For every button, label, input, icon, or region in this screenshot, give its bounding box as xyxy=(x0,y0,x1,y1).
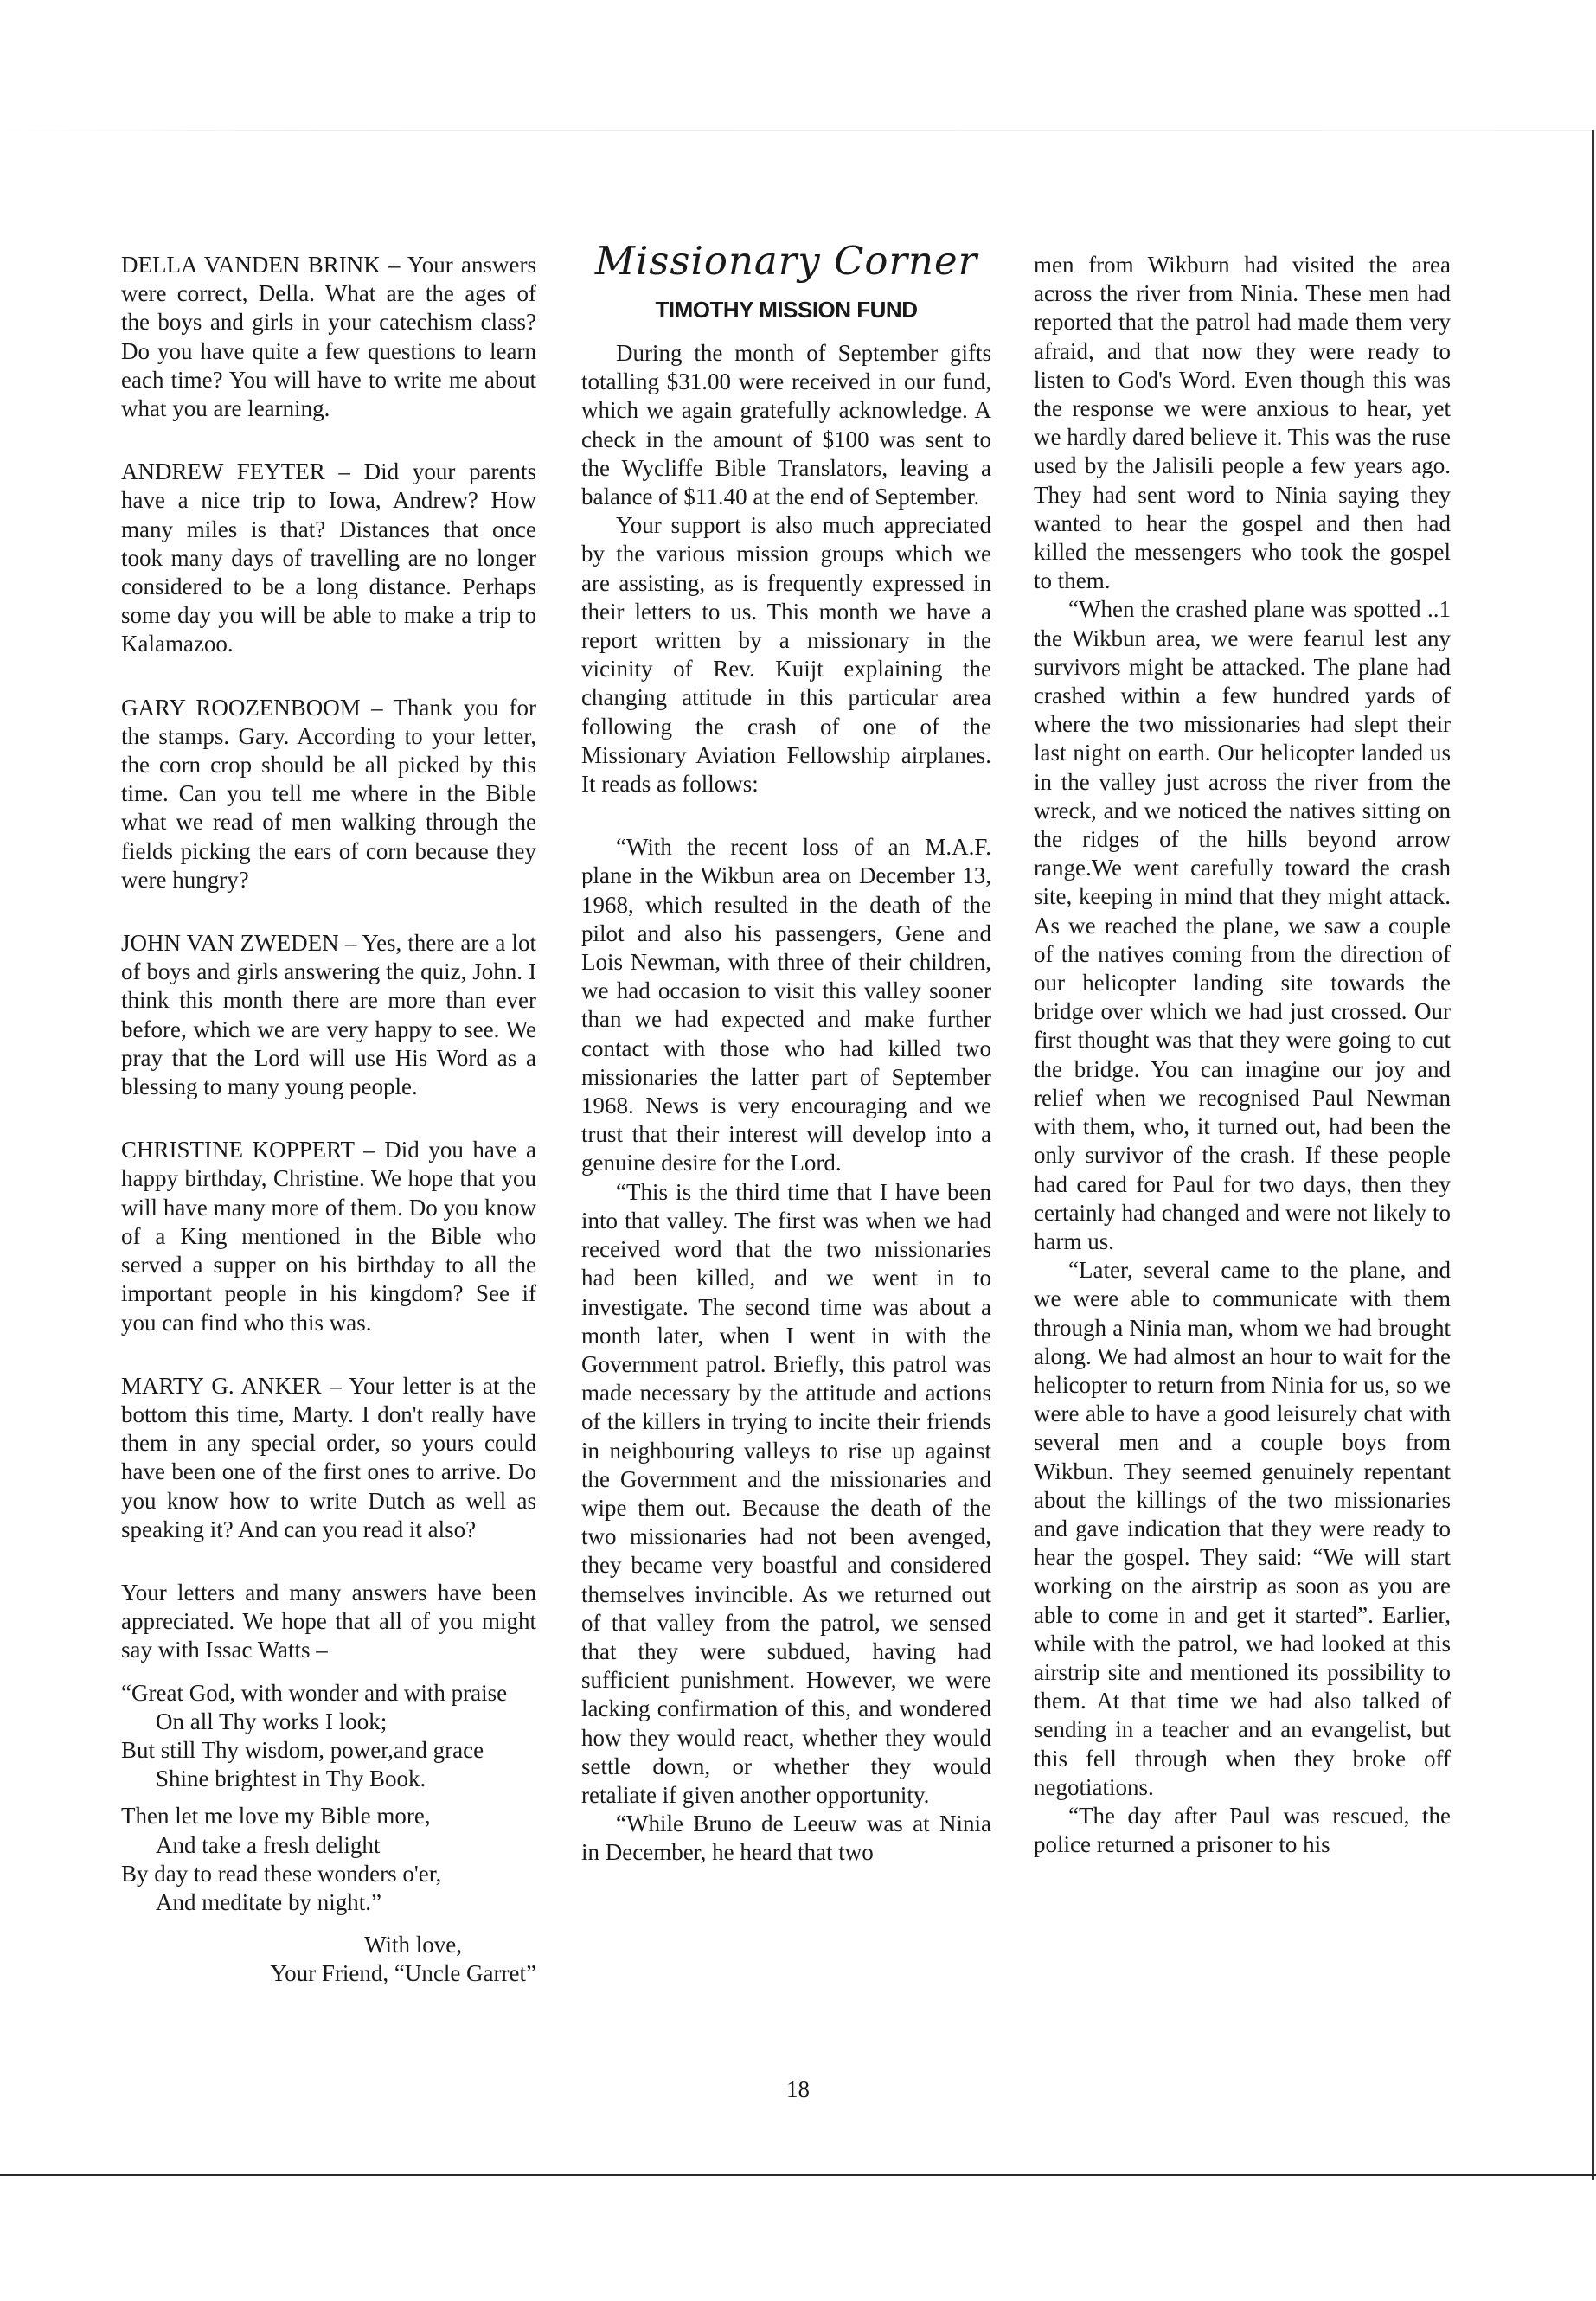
poem-stanza-1 xyxy=(121,1679,536,1794)
page-edge-right xyxy=(1592,130,1594,2180)
letter-john: JOHN VAN ZWEDEN – Yes, there are a lot of boys and girls answering the quiz, John. I think this month there are more than ever before, which we are very happy to see. We pray that the Lord will use His Word as a blessing to many young people. xyxy=(121,930,536,1100)
article-paragraph: During the month of September gifts totalling $31.00 were received in our fund, which we again gratefully acknowledge. A check in the amount of $100 was sent to the Wycliffe Bible Translators, leaving a balance of $11.40 at the end of September. xyxy=(581,340,991,510)
section-heading: Missionary Corner xyxy=(594,238,978,284)
letter-gary: GARY ROOZENBOOM – Thank you for the stamps. Gary. According to your letter, the corn crop should be all picked by this time. Can you tell me where in the Bible what we read of men walking through the fields picking the ears of corn because they were hungry? xyxy=(121,694,536,893)
signoff-line-2: Your Friend, “Uncle Garret” xyxy=(270,1960,536,1987)
poem-line: But still Thy wisdom, power,and grace xyxy=(121,1736,484,1763)
section-subheading: TIMOTHY MISSION FUND xyxy=(655,297,918,323)
poem-line: On all Thy works I look; xyxy=(156,1708,388,1734)
left-column xyxy=(121,251,536,1989)
signoff xyxy=(121,1931,536,1988)
middle-column xyxy=(581,238,991,1868)
article-paragraph: men from Wikburn had visited the area across the river from Ninia. These men had reported that the patrol had made them very afraid, and that now they were ready to listen to God's Word. Even though this was the response we were anxious to hear, yet we hardly dared believe it. This was the ruse used by the Jalisili people a few years ago. They had sent word to Ninia saying they wanted to hear the gospel and then had killed the messengers who took the gospel to them. xyxy=(1034,252,1451,594)
poem-line: And take a fresh delight xyxy=(156,1831,381,1858)
poem-line: By day to read these wonders o'er, xyxy=(121,1860,442,1887)
article-paragraph: “When the crashed plane was spotted ..1 the Wikbun area, we were fearıul lest any survivors might be attacked. The plane had crashed within a few hundred yards of where the two missionaries had slept their last night on earth. Our helicopter landed us in the valley just across the river from the wreck, and we noticed the natives sitting on the ridges of the hills beyond arrow range.We went carefully toward the crash site, keeping in mind that they might attack. As we reached the plane, we saw a couple of the natives coming from the direction of our helicopter landing site towards the bridge over which we had just crossed. Our first thought was that they were going to cut the bridge. You can imagine our joy and relief when we recognised Paul Newman with them, who, it turned out, had been the only survivor of the crash. If these people had cared for Paul for two days, then they certainly had changed and were not likely to harm us. xyxy=(1034,596,1451,1254)
article-paragraph: “Later, several came to the plane, and we were able to communicate with them through a Ninia man, whom we had brought along. We had almost an hour to wait for the helicopter to return from Ninia for us, so we were able to have a good leisurely chat with several men and a couple boys from Wikbun. They seemed genuinely repentant about the killings of the two missionaries and gave indication that they were ready to hear the gospel. They said: “We will start working on the airstrip as soon as you are able to come in and get it started”. Earlier, while with the patrol, we had looked at this airstrip site and mentioned its possibility to them. At that time we had also talked of sending in a teacher and an evangelist, but this fell through when they broke off negotiations. xyxy=(1034,1257,1451,1800)
right-column xyxy=(1034,251,1451,1859)
page-edge-top xyxy=(0,130,1596,131)
article-paragraph: “The day after Paul was rescued, the police returned a prisoner to his xyxy=(1034,1802,1451,1858)
letter-marty: MARTY G. ANKER – Your letter is at the bottom this time, Marty. I don't really have them in any special order, so yours could have been one of the first ones to arrive. Do you know how to write Dutch as well as speaking it? And can you read it also? xyxy=(121,1372,536,1542)
closing-paragraph: Your letters and many answers have been appreciated. We hope that all of you might say with Issac Watts – xyxy=(121,1579,536,1663)
letter-della: DELLA VANDEN BRINK – Your answers were correct, Della. What are the ages of the boys and girls in your catechism class? Do you have quite a few questions to learn each time? You will have to write me about what you are learning. xyxy=(121,252,536,422)
article-paragraph: “This is the third time that I have been into that valley. The first was when we had received word that the two missionaries had been killed, and we went in to investigate. The second time was about a month later, when I went in with the Government patrol. Briefly, this patrol was made necessary by the attitude and actions of the killers in trying to incite their friends in neighbouring valleys to rise up against the Government and the missionaries and wipe them out. Because the death of the two missionaries had not been avenged, they became very boastful and considered themselves invincible. As we returned out of that valley from the patrol, we sensed that they were subdued, having had sufficient punishment. However, we were lacking confirmation of this, and wondered how they would react, whether they would settle down, or whether they would retaliate if given another opportunity. xyxy=(581,1178,991,1808)
letter-andrew: ANDREW FEYTER – Did your parents have a nice trip to Iowa, Andrew? How many miles is that? Distances that once took many days of travelling are no longer considered to be a long distance. Perhaps some day you will be able to make a trip to Kalamazoo. xyxy=(121,458,536,657)
signoff-line-1: With love, xyxy=(364,1932,462,1958)
page-edge-bottom xyxy=(0,2174,1596,2176)
poem xyxy=(121,1679,536,1918)
poem-line: “Great God, with wonder and with praise xyxy=(121,1679,508,1706)
article-paragraph: Your support is also much appreciated by the various mission groups which we are assisting, as is frequently expressed in their letters to us. This month we have a report written by a missionary in the vicinity of Rev. Kuijt explaining the changing attitude in this particular area following the crash of one of the Missionary Aviation Fellowship airplanes. It reads as follows: xyxy=(581,512,991,798)
letter-christine: CHRISTINE KOPPERT – Did you have a happy birthday, Christine. We hope that you will have many more of them. Do you know of a King mentioned in the Bible who served a supper on his birthday to all the important people in his kingdom? See if you can find who this was. xyxy=(121,1137,536,1336)
poem-line: And meditate by night.” xyxy=(156,1888,381,1915)
poem-line: Shine brightest in Thy Book. xyxy=(156,1766,426,1792)
article-paragraph: “With the recent loss of an M.A.F. plane in the Wikbun area on December 13, 1968, which resulted in the death of the pilot and also his passengers, Gene and Lois Newman, with three of their children, we had occasion to visit this valley sooner than we had expected and make further contact with those who had killed two missionaries the latter part of September 1968. News is very encouraging and we trust that their interest will develop into a genuine desire for the Lord. xyxy=(581,834,991,1176)
page-number: 18 xyxy=(786,2076,810,2102)
article-paragraph: “While Bruno de Leeuw was at Ninia in December, he heard that two xyxy=(581,1811,991,1866)
poem-line: Then let me love my Bible more, xyxy=(121,1803,431,1830)
poem-stanza-2 xyxy=(121,1802,536,1917)
